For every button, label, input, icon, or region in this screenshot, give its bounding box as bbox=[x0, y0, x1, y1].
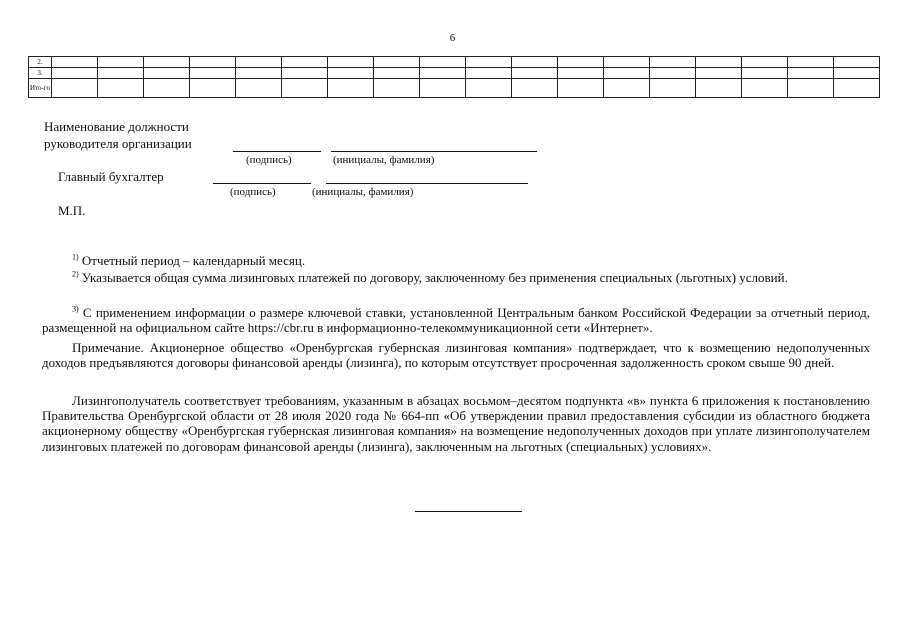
table-cell bbox=[788, 68, 834, 79]
table-cell bbox=[834, 79, 880, 98]
end-rule bbox=[415, 511, 522, 512]
table-cell bbox=[834, 68, 880, 79]
table-cell bbox=[466, 68, 512, 79]
footnote-1-text: Отчетный период – календарный месяц. bbox=[81, 253, 306, 268]
stamp-label: М.П. bbox=[58, 203, 86, 218]
table-cell bbox=[236, 68, 282, 79]
head-signature-caption: (подпись) bbox=[246, 154, 292, 166]
table-cell bbox=[282, 68, 328, 79]
note-paragraph: Примечание. Акционерное общество «Оренбургская губернская лизинговая компания» подтверждает, что к возмещению недополученных доходов предъявляются договоры финансовой аренды (лизинга), по которым отсутствует просроченная задолженность сроком свыше 90 дней. bbox=[42, 340, 870, 371]
table-row bbox=[29, 79, 880, 98]
table-cell bbox=[282, 57, 328, 68]
table-cell bbox=[98, 68, 144, 79]
table-cell bbox=[190, 68, 236, 79]
table-cell bbox=[466, 79, 512, 98]
accountant-name-caption: (инициалы, фамилия) bbox=[312, 186, 414, 198]
head-name-line bbox=[331, 151, 537, 152]
table-cell bbox=[742, 79, 788, 98]
table-cell bbox=[236, 57, 282, 68]
footnote-2 bbox=[42, 270, 870, 285]
page-number: 6 bbox=[449, 32, 456, 44]
table-cell bbox=[696, 79, 742, 98]
table-cell bbox=[604, 68, 650, 79]
position-title-line1: Наименование должности bbox=[44, 119, 189, 134]
table-cell bbox=[374, 57, 420, 68]
accountant-signature-caption: (подпись) bbox=[230, 186, 276, 198]
footnote-1 bbox=[42, 253, 870, 268]
footnote-3-mark: 3) bbox=[72, 304, 79, 314]
table-cell bbox=[52, 68, 98, 79]
row-label: 2. bbox=[29, 57, 52, 68]
footnote-1-mark: 1) bbox=[72, 252, 79, 262]
table-cell bbox=[512, 79, 558, 98]
data-table bbox=[28, 56, 880, 98]
table-cell bbox=[190, 57, 236, 68]
footnote-2-text: Указывается общая сумма лизинговых платежей по договору, заключенному без применения специальных (льготных) условий. bbox=[81, 270, 788, 285]
table-cell bbox=[650, 79, 696, 98]
table-cell bbox=[696, 57, 742, 68]
table-cell bbox=[558, 79, 604, 98]
table-cell bbox=[788, 57, 834, 68]
footnote-3 bbox=[42, 305, 870, 335]
table-cell bbox=[190, 79, 236, 98]
table-cell bbox=[52, 79, 98, 98]
accountant-label: Главный бухгалтер bbox=[58, 169, 164, 184]
table-cell bbox=[98, 57, 144, 68]
table-cell bbox=[512, 68, 558, 79]
table-cell bbox=[236, 79, 282, 98]
table-cell bbox=[374, 68, 420, 79]
head-name-caption: (инициалы, фамилия) bbox=[333, 154, 435, 166]
table-cell bbox=[374, 79, 420, 98]
footnote-3-text: С применением информации о размере ключевой ставки, установленной Центральным банком Российской Федерации за отчетный период, размещенной на официальном сайте https://cbr.ru в информационно-телекоммуникационной сети «Интернет». bbox=[42, 305, 871, 336]
table-cell bbox=[604, 57, 650, 68]
table-cell bbox=[742, 57, 788, 68]
table-cell bbox=[788, 79, 834, 98]
table-cell bbox=[512, 57, 558, 68]
table-cell bbox=[558, 68, 604, 79]
footnote-2-mark: 2) bbox=[72, 269, 79, 279]
table-cell bbox=[144, 68, 190, 79]
table-cell bbox=[604, 79, 650, 98]
accountant-name-line bbox=[326, 183, 528, 184]
table-row bbox=[29, 57, 880, 68]
table-cell bbox=[650, 57, 696, 68]
table-row bbox=[29, 68, 880, 79]
table-cell bbox=[696, 68, 742, 79]
table-cell bbox=[834, 57, 880, 68]
table-cell bbox=[144, 57, 190, 68]
table-cell bbox=[328, 68, 374, 79]
row-label: Ито-го bbox=[29, 79, 52, 98]
table-cell bbox=[144, 79, 190, 98]
accountant-signature-line bbox=[213, 183, 311, 184]
compliance-paragraph: Лизингополучатель соответствует требованиям, указанным в абзацах восьмом–десятом подпункта «в» пункта 6 приложения к постановлению Правительства Оренбургской области от 28 июля 2020 года № 664-пп «Об утверждении правил предоставления субсидии из областного бюджета акционерному обществу «Оренбургская губернская лизинговая компания» на возмещение недополученных доходов при уплате лизингополучателем лизинговых платежей по договорам финансовой аренды (лизинга), заключенным на льготных (специальных) условиях». bbox=[42, 393, 870, 454]
table-cell bbox=[52, 57, 98, 68]
head-signature-line bbox=[233, 151, 321, 152]
table-cell bbox=[420, 79, 466, 98]
table-cell bbox=[328, 79, 374, 98]
table-cell bbox=[282, 79, 328, 98]
position-title-line2: руководителя организации bbox=[44, 136, 192, 151]
table-cell bbox=[98, 79, 144, 98]
row-label: 3. bbox=[29, 68, 52, 79]
table-cell bbox=[558, 57, 604, 68]
table-cell bbox=[742, 68, 788, 79]
table-cell bbox=[420, 68, 466, 79]
table-cell bbox=[420, 57, 466, 68]
table-cell bbox=[466, 57, 512, 68]
table-cell bbox=[328, 57, 374, 68]
table-cell bbox=[650, 68, 696, 79]
